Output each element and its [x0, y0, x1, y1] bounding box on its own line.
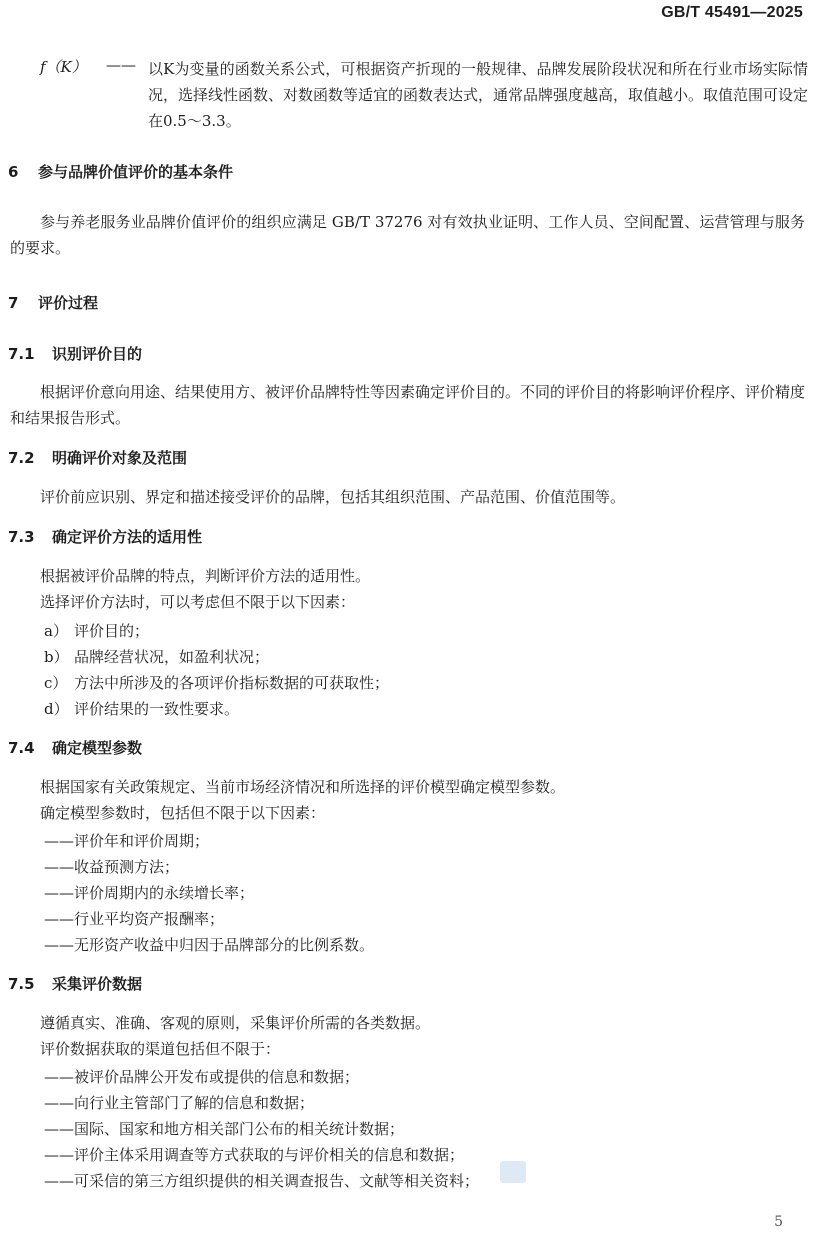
section-number: 7.3 — [8, 528, 35, 546]
section-7-5-heading — [8, 973, 142, 994]
section-7-3-heading — [8, 526, 202, 547]
dash-list-item: ——评价主体采用调查等方式获取的与评价相关的信息和数据； — [44, 1146, 465, 1164]
list-marker: c） — [44, 674, 68, 692]
definition-symbol: f（K） — [40, 58, 87, 76]
section-title: 采集评价数据 — [52, 975, 143, 993]
section-number: 7.5 — [8, 975, 35, 993]
standard-code: GB/T 45491—2025 — [661, 4, 803, 21]
section-title: 识别评价目的 — [52, 345, 143, 363]
list-text: 品牌经营状况，如盈利状况； — [74, 648, 270, 666]
list-item — [44, 620, 149, 641]
dash-list-item: ——行业平均资产报酬率； — [44, 910, 225, 928]
list-text: 评价结果的一致性要求。 — [74, 700, 240, 718]
section-7-2-heading — [8, 447, 187, 468]
definition-dash: —— — [106, 56, 136, 74]
list-marker: a） — [44, 622, 68, 640]
list-item — [44, 698, 239, 719]
list-text: 方法中所涉及的各项评价指标数据的可获取性； — [74, 674, 390, 692]
section-title: 参与品牌价值评价的基本条件 — [38, 163, 234, 181]
dash-list-item: ——收益预测方法； — [44, 858, 180, 876]
definition-text: 以K为变量的函数关系公式，可根据资产折现的一般规律、品牌发展阶段状况和所在行业市场实际情况，选择线性函数、对数函数等适宜的函数表达式，通常品牌强度越高，取值越小。取值范围可设定在0.5～3.3。 — [148, 60, 809, 130]
dash-list-item: ——评价周期内的永续增长率； — [44, 884, 255, 902]
section-7-heading — [8, 292, 98, 313]
section-7-5-line-1: 遵循真实、准确、客观的原则，采集评价所需的各类数据。 — [40, 1014, 431, 1032]
scan-artifact — [500, 1161, 526, 1183]
section-title: 明确评价对象及范围 — [52, 449, 188, 467]
section-number: 7.1 — [8, 345, 35, 363]
section-7-4-line-1: 根据国家有关政策规定、当前市场经济情况和所选择的评价模型确定模型参数。 — [40, 778, 566, 796]
dash-list-item: ——向行业主管部门了解的信息和数据； — [44, 1094, 315, 1112]
dash-list-item: ——评价年和评价周期； — [44, 832, 210, 850]
list-marker: d） — [44, 700, 69, 718]
section-number: 6 — [8, 163, 19, 181]
section-number: 7 — [8, 294, 19, 312]
section-7-4-heading — [8, 737, 142, 758]
dash-list-item: ——无形资产收益中归因于品牌部分的比例系数。 — [44, 936, 375, 954]
section-7-1-paragraph: 根据评价意向用途、结果使用方、被评价品牌特性等因素确定评价目的。不同的评价目的将影响评价程序、评价精度和结果报告形式。 — [10, 383, 806, 427]
section-number: 7.4 — [8, 739, 35, 757]
dash-list-item: ——被评价品牌公开发布或提供的信息和数据； — [44, 1068, 360, 1086]
section-title: 评价过程 — [38, 294, 99, 312]
section-7-4-line-2: 确定模型参数时，包括但不限于以下因素： — [40, 804, 326, 822]
section-7-3-line-2: 选择评价方法时，可以考虑但不限于以下因素： — [40, 593, 356, 611]
list-item — [44, 646, 269, 667]
section-7-2-paragraph: 评价前应识别、界定和描述接受评价的品牌，包括其组织范围、产品范围、价值范围等。 — [40, 488, 626, 506]
list-text: 评价目的； — [74, 622, 150, 640]
dash-list-item: ——国际、国家和地方相关部门公布的相关统计数据； — [44, 1120, 405, 1138]
section-7-5-line-2: 评价数据获取的渠道包括但不限于： — [40, 1040, 281, 1058]
section-6-paragraph: 参与养老服务业品牌价值评价的组织应满足 GB/T 37276 对有效执业证明、工作人员、空间配置、运营管理与服务的要求。 — [10, 213, 805, 257]
dash-list-item: ——可采信的第三方组织提供的相关调查报告、文献等相关资料； — [44, 1172, 480, 1190]
section-7-1-heading — [8, 343, 142, 364]
section-number: 7.2 — [8, 449, 35, 467]
section-title: 确定评价方法的适用性 — [52, 528, 203, 546]
page-number: 5 — [774, 1214, 783, 1230]
list-marker: b） — [44, 648, 69, 666]
section-6-heading — [8, 161, 233, 182]
section-title: 确定模型参数 — [52, 739, 143, 757]
list-item — [44, 672, 389, 693]
section-7-3-line-1: 根据被评价品牌的特点，判断评价方法的适用性。 — [40, 567, 371, 585]
